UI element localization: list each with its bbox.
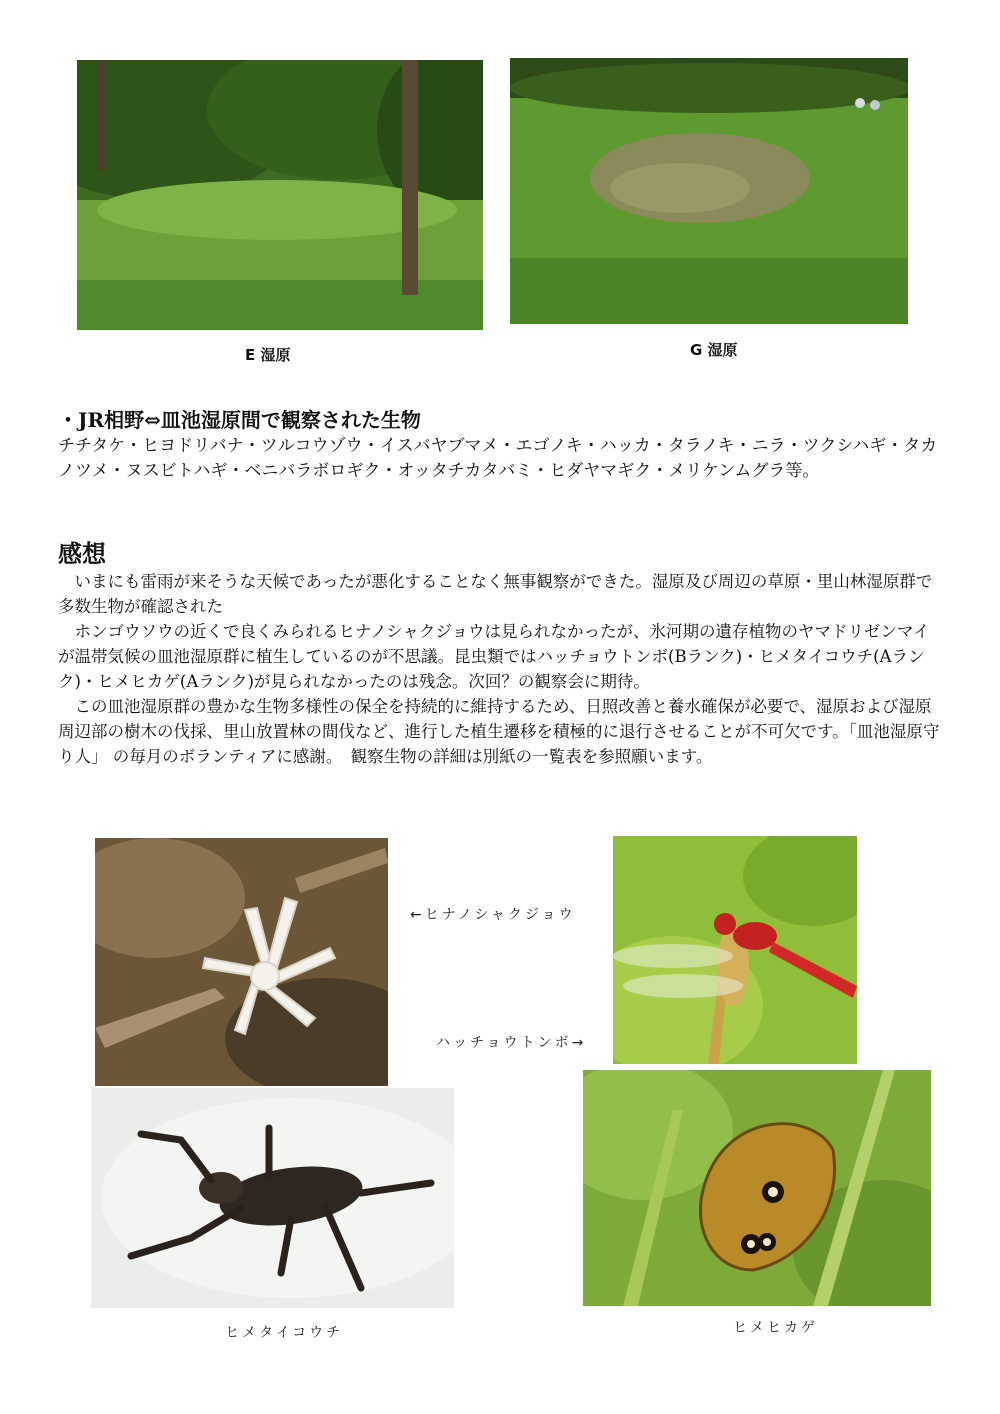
hatchou-label: ハッチョウトンボ→ <box>436 1035 587 1051</box>
hinano-label: ←ヒナノシャクジョウ <box>410 907 576 923</box>
himehikage-photo <box>583 1070 931 1306</box>
g-wetland-photo <box>510 58 908 324</box>
g-wetland-caption: G 湿原 <box>690 341 738 359</box>
impressions-heading: 感想 <box>58 540 106 568</box>
himehikage-label: ヒメヒカゲ <box>733 1320 818 1336</box>
impressions-body <box>58 569 942 769</box>
impression-paragraph: この皿池湿原群の豊かな生物多様性の保全を持続的に維持するため、日照改善と養水確保が必要で、湿原および湿原周辺部の樹木の伐採、里山放置林の間伐など、進行した植生遷移を積極的に退行させることが不可欠です。「皿池湿原守り人」 の毎月のボランティアに感謝。 観察生物の詳細は別紙の一覧表を参照願います。 <box>58 697 940 766</box>
impression-paragraph: いまにも雷雨が来そうな天候であったが悪化することなく無事観察ができた。湿原及び周辺の草原・里山林湿原群で多数生物が確認された <box>58 572 933 616</box>
e-wetland-caption: E 湿原 <box>245 346 291 364</box>
himetaikouchi-photo <box>91 1088 454 1308</box>
observed-heading: ・JR相野⇔皿池湿原間で観察された生物 <box>58 408 421 432</box>
himetaikouchi-label: ヒメタイコウチ <box>225 1325 344 1341</box>
e-wetland-photo <box>77 60 483 330</box>
observed-body: チチタケ・ヒヨドリバナ・ツルコウゾウ・イスバヤブマメ・エゴノキ・ハッカ・タラノキ・ニラ・ツクシハギ・タカノツメ・ヌスビトハギ・ベニバラボロギク・オッタチカタバミ・ヒダヤマギク・メリケンムグラ等。 <box>58 436 938 481</box>
hinano-photo <box>95 838 388 1086</box>
impression-paragraph: ホンゴウソウの近くで良くみられるヒナノシャクジョウは見られなかったが、氷河期の遺存植物のヤマドリゼンマイが温帯気候の皿池湿原群に植生しているのが不思議。昆虫類ではハッチョウトンボ(Bランク)・ヒメタイコウチ(Aランク)・ヒメヒカゲ(Aランク)が見られなかったのは残念。次回？の観察会に期待。 <box>58 622 930 691</box>
hatchou-photo <box>613 836 857 1064</box>
